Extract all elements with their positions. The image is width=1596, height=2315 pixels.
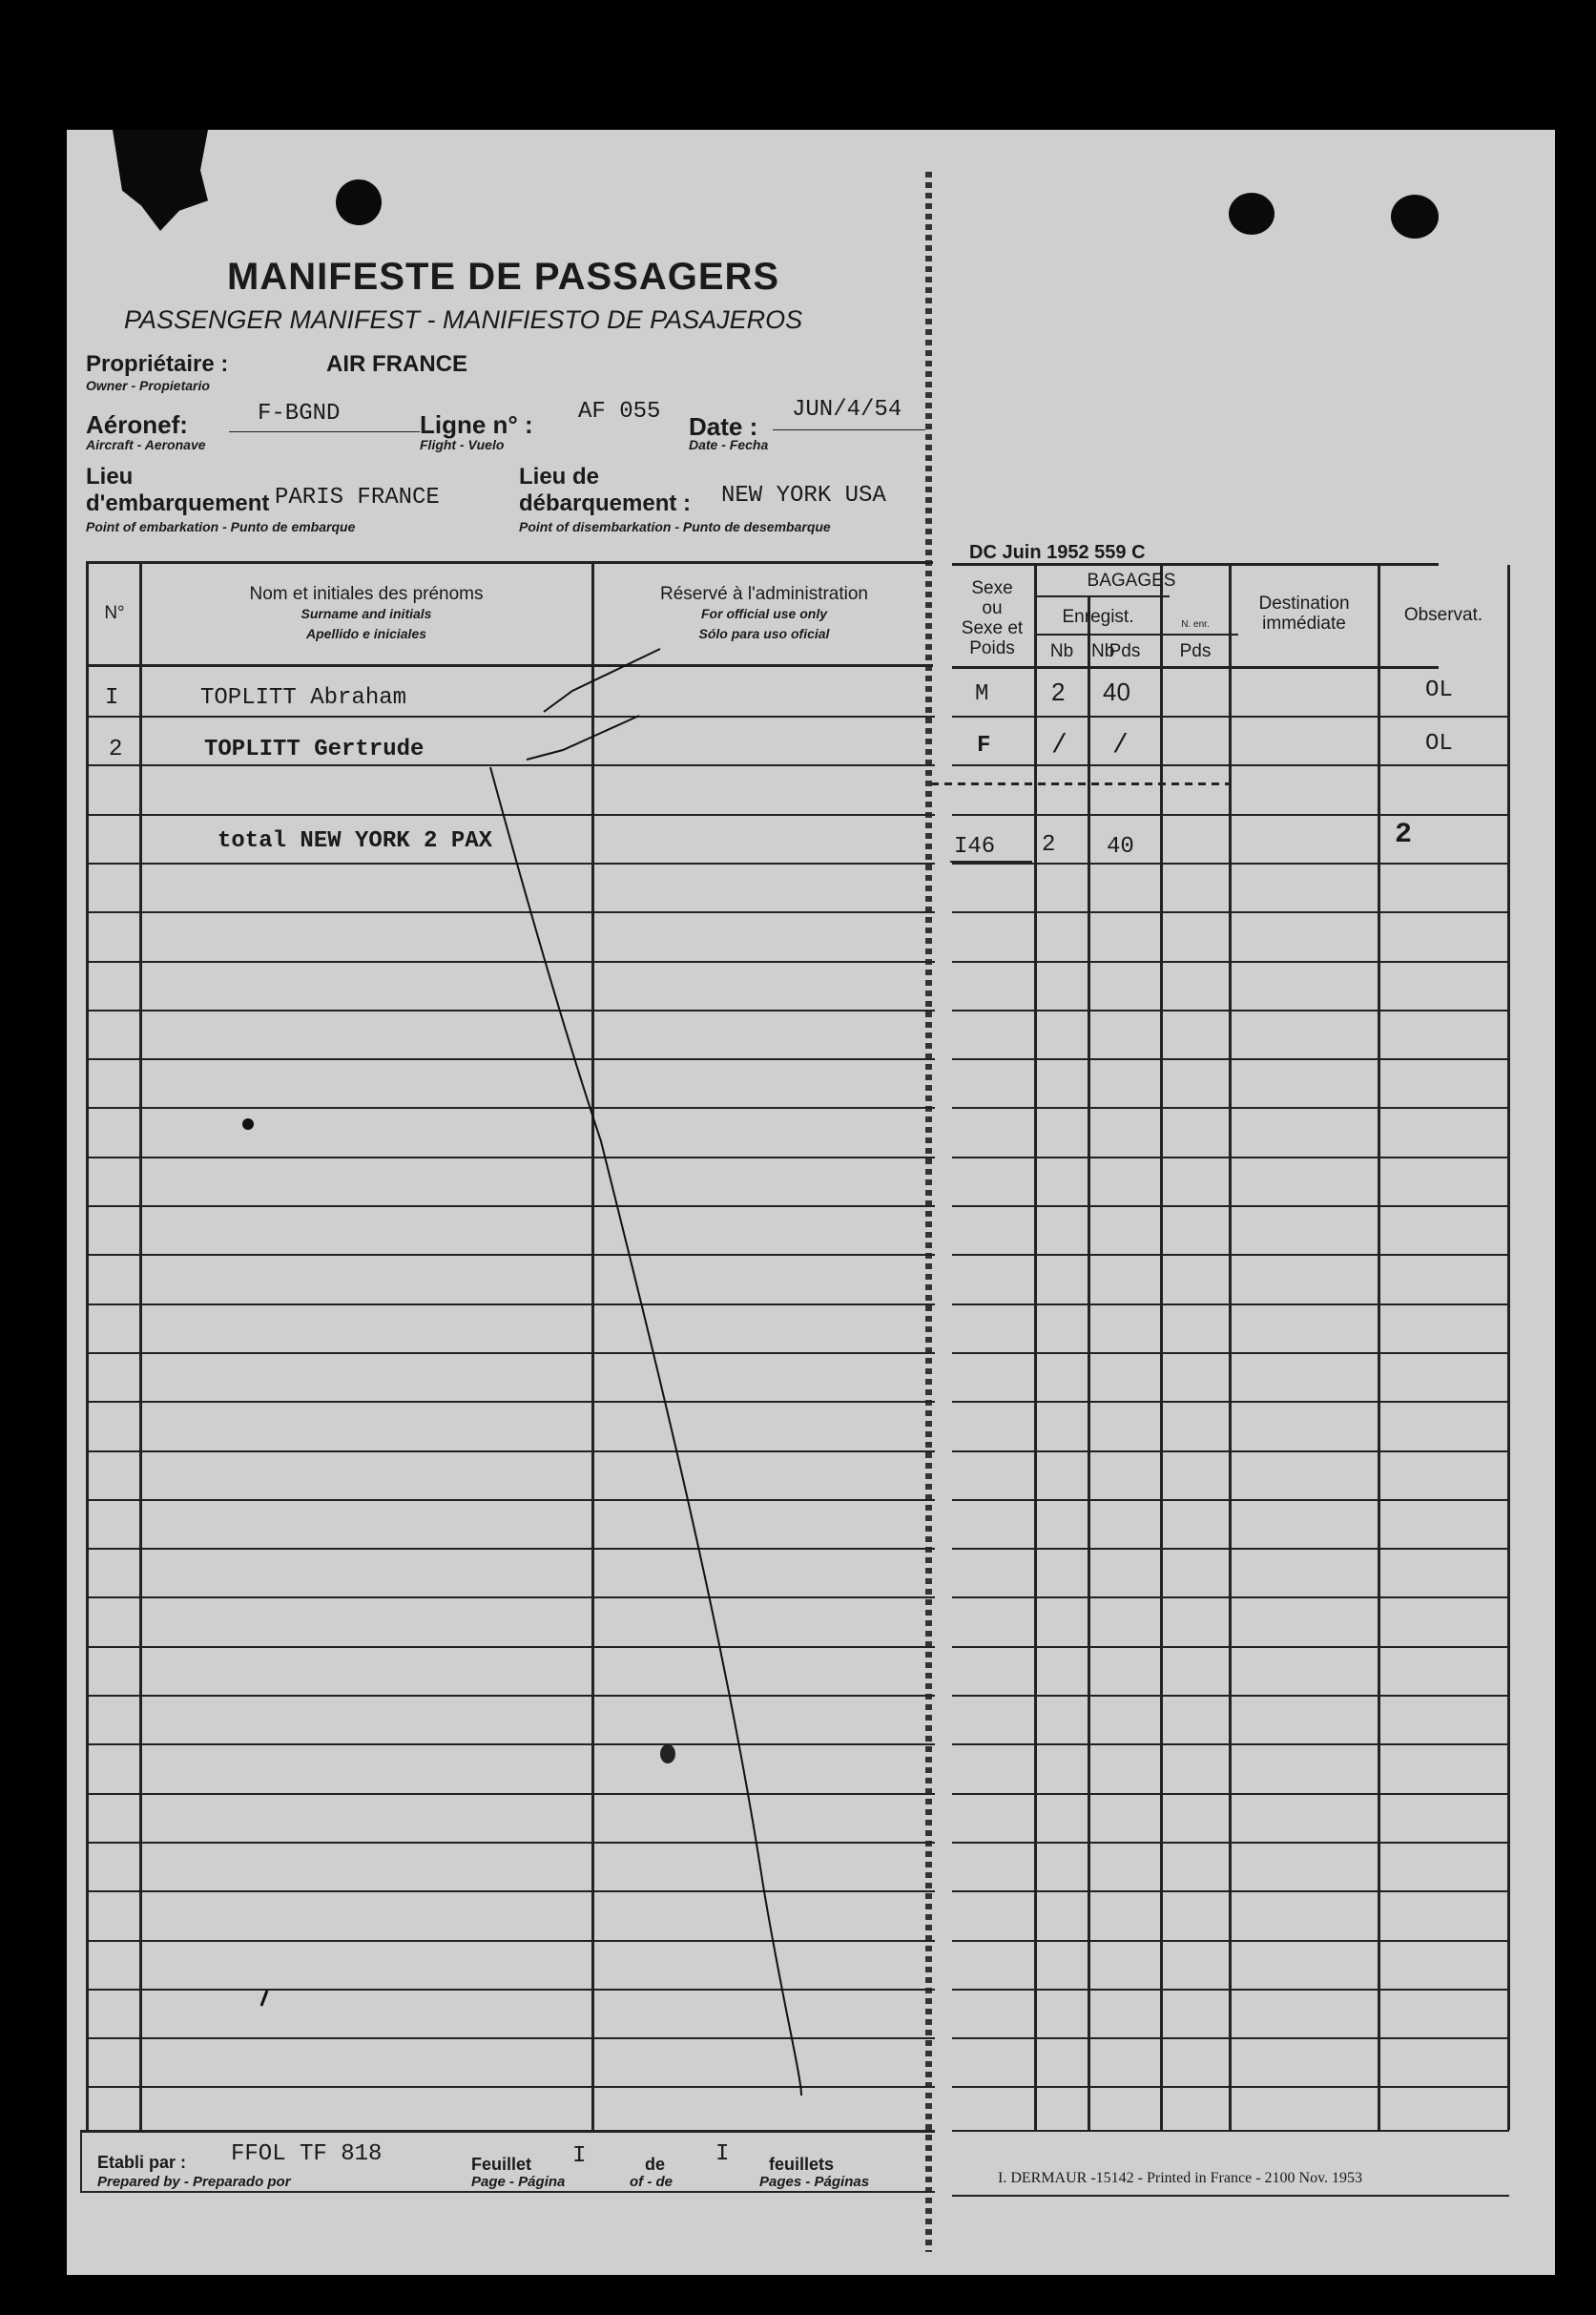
disembark-sub: Point of disembarkation - Punto de desembarque	[519, 519, 831, 534]
owner-label: Propriétaire :	[86, 351, 229, 377]
aircraft-label: Aéronef:	[86, 410, 188, 439]
date-sub: Date - Fecha	[689, 437, 769, 452]
flight-label: Ligne n° :	[420, 410, 533, 439]
printer-imprint: I. DERMAUR -15142 - Printed in France - 2100 Nov. 1953	[998, 2170, 1363, 2186]
of-sub: of - de	[630, 2174, 673, 2190]
col-header-non-enr: N. enr.	[1181, 619, 1210, 630]
col-header-observ: Observat.	[1403, 605, 1483, 625]
pen-line	[490, 767, 801, 2096]
of-value: I	[715, 2141, 730, 2167]
footer-top-rule	[80, 2130, 935, 2133]
date-value: JUN/4/54	[792, 397, 902, 423]
col-header-destination-1: Destination	[1258, 594, 1350, 614]
footer-bottom-rule	[80, 2191, 935, 2193]
row-1-name: TOPLITT Abraham	[200, 685, 407, 711]
col-header-admin-en: For official use only	[701, 606, 827, 621]
col-header-nb-cell: Nb	[1049, 641, 1074, 661]
pen-tick-1	[544, 649, 660, 712]
disembark-value: NEW YORK USA	[721, 483, 886, 509]
sheet-value: I	[572, 2143, 587, 2169]
row-1-sex: M	[975, 681, 989, 707]
total-weight: I46	[954, 834, 996, 860]
col-header-sex-2: ou	[982, 598, 1003, 618]
date-label: Date :	[689, 412, 758, 441]
row-2-nb: /	[1051, 731, 1067, 761]
owner-sub: Owner - Propietario	[86, 378, 210, 393]
pen-tick-2	[527, 716, 639, 760]
sheet-label: Feuillet	[471, 2155, 532, 2174]
prepared-label: Etabli par :	[97, 2153, 187, 2172]
row-1-obs: OL	[1425, 678, 1453, 703]
col-header-sex-4: Poids	[969, 638, 1015, 658]
col-header-sex-1: Sexe	[971, 578, 1013, 598]
row-2-no: 2	[109, 737, 123, 762]
page-subtitle: PASSENGER MANIFEST - MANIFIESTO DE PASAJEROS	[124, 305, 803, 334]
col-header-pds: Pds	[1109, 641, 1141, 661]
embark-label-2: d'embarquement	[86, 490, 270, 516]
embark-label-1: Lieu	[86, 464, 134, 490]
disembark-label-2: débarquement :	[519, 490, 692, 516]
of-label: de	[645, 2155, 666, 2174]
total-nb: 2	[1042, 832, 1056, 858]
pages-label: feuillets	[769, 2155, 835, 2174]
row-2-pds: /	[1112, 731, 1129, 761]
manifest-sheet: MANIFESTE DE PASSAGERS PASSENGER MANIFEST - MANIFIESTO DE PASAJEROS Propriétaire : AIR FRANCE Owner - Propietario Aéronef: F-BGND Aircraft - Aeronave Ligne n° : AF 055 Flight - Vuelo Date : JUN/4/54 Date - Fecha Lieu d'embarquement PARIS FRANCE Point of embarkation - Punto de embarque Lieu de débarquement : NEW YORK USA Point of disembarkation - Punto de desembarque DC Juin 1952 559 C N° Nom et initiales des prénoms Surname and initials Apellido e iniciales Réservé à l'administration For official use only Sólo para uso oficial Sexe ou Sexe et Poids BAGAGES Enregist. N. enr. Nb Nb Pds Pds Destination immédiate Observat. I TOPLITT Abraham M 2 40 OL 2 TOPLITT Gertrude F / / OL total NEW YORK 2 PAX I46 2 40 2 Etabli par : FFOL TF 818 Prepared by - Preparado por Feuillet I de I feuillets Page - Página of - de Pages - Páginas I. DERMAUR -15142 - Printed in France - 2100 Nov. 1953	[67, 130, 1555, 2275]
owner-value: AIR FRANCE	[326, 351, 467, 377]
prepared-value: FFOL TF 818	[231, 2141, 383, 2167]
ink-blot	[660, 1744, 675, 1763]
footer-left-edge	[80, 2130, 82, 2193]
col-header-name-en: Surname and initials	[301, 606, 432, 621]
embark-value: PARIS FRANCE	[275, 485, 440, 511]
col-header-name-fr: Nom et initiales des prénoms	[249, 584, 484, 604]
disembark-label-1: Lieu de	[519, 464, 600, 490]
footer-right-top-rule	[952, 2130, 1509, 2132]
footer-right-bottom-rule	[952, 2195, 1509, 2197]
col-header-enregist: Enregist.	[1062, 607, 1134, 627]
row-2-name: TOPLITT Gertrude	[204, 737, 425, 762]
row-2-sex: F	[977, 733, 991, 759]
form-code: DC Juin 1952 559 C	[969, 542, 1146, 563]
embark-sub: Point of embarkation - Punto de embarque	[86, 519, 356, 534]
total-obs: 2	[1395, 819, 1413, 851]
row-1-no: I	[105, 685, 119, 711]
aircraft-sub: Aircraft - Aeronave	[86, 437, 206, 452]
row-1-nb: 2	[1051, 678, 1066, 706]
row-2-obs: OL	[1425, 731, 1453, 757]
col-header-bagages: BAGAGES	[1087, 571, 1176, 591]
pages-sub: Pages - Páginas	[759, 2174, 870, 2190]
col-header-sex-3: Sexe et	[961, 618, 1024, 638]
flight-sub: Flight - Vuelo	[420, 437, 505, 452]
pen-strokes	[67, 130, 1555, 2275]
page-title: MANIFESTE DE PASSAGERS	[227, 256, 780, 298]
col-header-admin-fr: Réservé à l'administration	[660, 584, 868, 604]
col-header-name-es: Apellido e iniciales	[305, 626, 427, 641]
total-pds: 40	[1107, 834, 1134, 860]
prepared-sub: Prepared by - Preparado por	[97, 2174, 291, 2190]
col-header-destination-2: immédiate	[1262, 614, 1346, 634]
row-1-pds: 40	[1103, 678, 1130, 706]
ink-dot	[242, 1118, 254, 1130]
aircraft-value: F-BGND	[258, 401, 341, 427]
col-header-no: N°	[104, 603, 125, 623]
pen-mark	[261, 1991, 267, 2006]
total-label: total NEW YORK 2 PAX	[218, 828, 493, 854]
sheet-sub: Page - Página	[471, 2174, 566, 2190]
col-header-pds2: Pds	[1179, 641, 1212, 661]
flight-value: AF 055	[578, 399, 661, 425]
col-header-admin-es: Sólo para uso oficial	[698, 626, 830, 641]
